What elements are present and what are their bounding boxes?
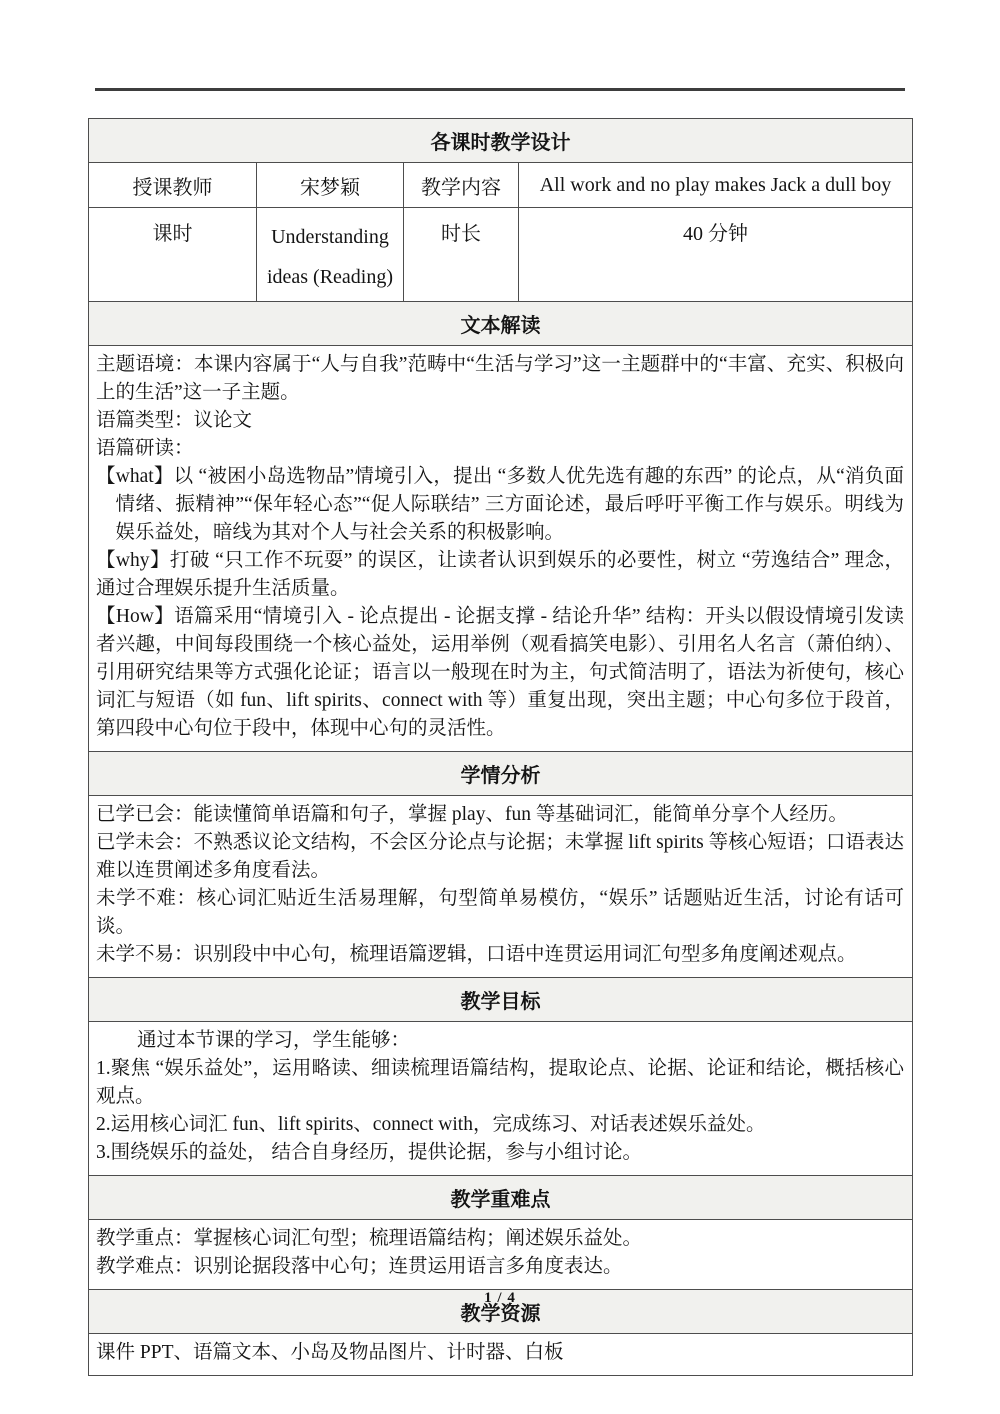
section-body-row [89,1220,913,1290]
paragraph: 2.运用核心词汇 fun、lift spirits、connect with，完成练习、对话表述娱乐益处。 [96,1114,766,1135]
section-title-teaching-objectives: 教学目标 [89,978,913,1022]
paragraph: 【How】语篇采用“情境引入 - 论点提出 - 论据支撑 - 结论升华” 结构：开头以假设情境引发读者兴趣，中间每段围绕一个核心益处，运用举例（观看搞笑电影）、引用名人名言（萧伯纳）、引用研究结果等方式强化论证；语言以一般现在时为主，句式简洁明了，语法为祈使句，核心词汇与短语（如 fun、lift spirits、connect with 等）重复出现，突出主题；中心句多位于段首，第四段中心句位于段中，体现中心句的灵活性。 [96,606,904,739]
header-rule-divider [95,88,905,91]
section-body-text-analysis [89,346,913,752]
teaching-content-label: 教学内容 [404,163,519,208]
section-body-teaching-resources [89,1334,913,1376]
teacher-label: 授课教师 [89,163,257,208]
paragraph: 3.围绕娱乐的益处， 结合自身经历，提供论据，参与小组讨论。 [96,1142,643,1163]
paragraph: 已学未会：不熟悉议论文结构，不会区分论点与论据；未掌握 lift spirits 等核心短语；口语表达难以连贯阐述多角度看法。 [96,832,904,881]
paragraph: 课件 PPT、语篇文本、小岛及物品图片、计时器、白板 [96,1342,564,1363]
teacher-name: 宋梦颖 [257,163,404,208]
paragraph: 通过本节课的学习，学生能够： [136,1030,410,1051]
paragraph: 未学不易：识别段中中心句，梳理语篇逻辑，口语中连贯运用词汇句型多角度阐述观点。 [96,944,857,965]
paragraph: 语篇类型：议论文 [96,410,253,431]
period-value-line1: Understanding [271,226,389,248]
section-header-row [89,302,913,346]
table-row [89,163,913,208]
section-title-key-difficult-points: 教学重难点 [89,1176,913,1220]
section-body-learner-analysis [89,796,913,978]
section-body-row [89,796,913,978]
duration-value: 40 分钟 [519,208,913,302]
section-title-learner-analysis: 学情分析 [89,752,913,796]
section-body-key-difficult-points [89,1220,913,1290]
section-body-row [89,1334,913,1376]
table-row [89,208,913,302]
section-header-row [89,1176,913,1220]
section-header-row [89,978,913,1022]
paragraph: 未学不难：核心词汇贴近生活易理解，句型简单易模仿，“娱乐” 话题贴近生活，讨论有话可谈。 [96,888,904,937]
section-body-row [89,346,913,752]
paragraph: 教学重点：掌握核心词汇句型；梳理语篇结构；阐述娱乐益处。 [96,1228,643,1249]
duration-label: 时长 [404,208,519,302]
paragraph: 已学已会：能读懂简单语篇和句子，掌握 play、fun 等基础词汇，能简单分享个人经历。 [96,804,848,825]
section-body-teaching-objectives [89,1022,913,1176]
paragraph: 【why】打破 “只工作不玩耍” 的误区，让读者认识到娱乐的必要性，树立 “劳逸结合” 理念，通过合理娱乐提升生活质量。 [96,550,904,599]
section-title-text-analysis: 文本解读 [89,302,913,346]
page-number: 1 / 4 [484,1290,516,1306]
paragraph: 教学难点：识别论据段落中心句；连贯运用语言多角度表达。 [96,1256,623,1277]
period-value-line2: ideas (Reading) [266,266,394,288]
period-value [257,208,404,302]
section-header-row [89,752,913,796]
paragraph: 语篇研读： [96,438,194,459]
document-title: 各课时教学设计 [89,119,913,163]
section-body-row [89,1022,913,1176]
teaching-content-value: All work and no play makes Jack a dull boy [519,163,913,208]
paragraph: 【what】以 “被困小岛选物品”情境引入，提出 “多数人优先选有趣的东西” 的论点，从“消负面情绪、振精神”“保年轻心态”“促人际联结” 三方面论述，最后呼吁平衡工作与娱乐。明线为娱乐益处，暗线为其对个人与社会关系的积极影响。 [96,466,904,543]
paragraph: 1.聚焦 “娱乐益处”，运用略读、细读梳理语篇结构，提取论点、论据、论证和结论，概括核心观点。 [96,1058,904,1107]
lesson-plan-table [88,118,913,1376]
table-title-row [89,119,913,163]
period-label: 课时 [89,208,257,302]
section-title-teaching-resources: 教学资源 [89,1290,913,1334]
paragraph: 主题语境：本课内容属于“人与自我”范畴中“生活与学习”这一主题群中的“丰富、充实、积极向上的生活”这一子主题。 [96,354,904,403]
